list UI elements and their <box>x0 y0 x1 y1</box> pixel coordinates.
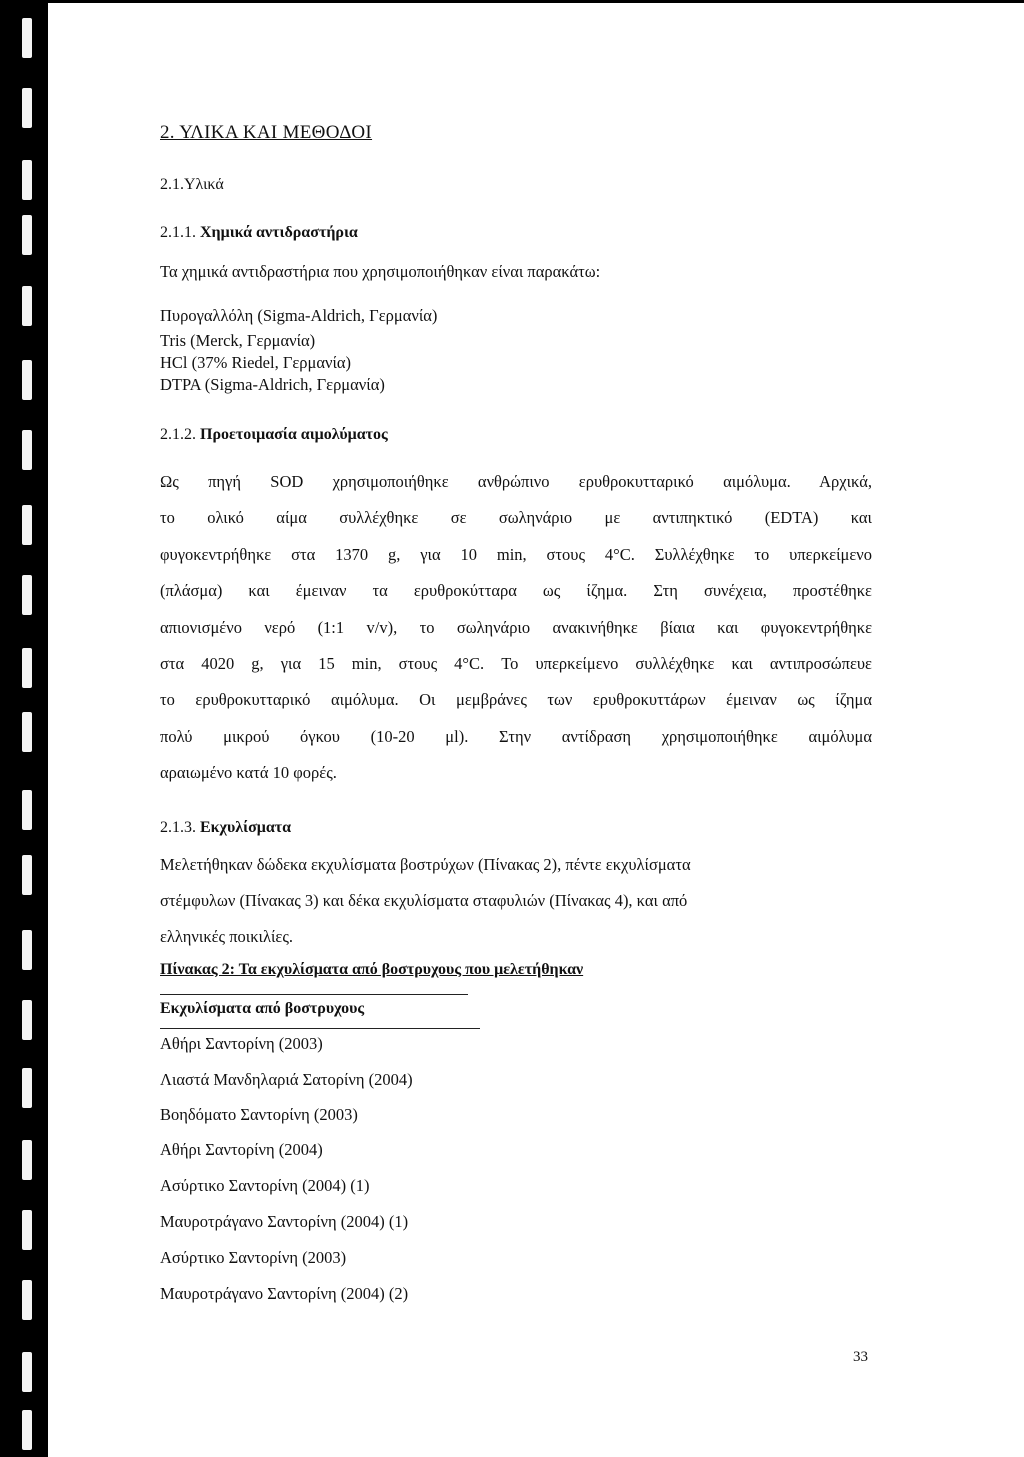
top-border <box>0 0 1024 3</box>
film-hole <box>22 88 32 128</box>
reagents-heading-text: Χημικά αντιδραστήρια <box>200 224 358 241</box>
paragraph-line: στα 4020 g, για 15 min, στους 4°C. Το υπερκείμενο συλλέχθηκε και αντιπροσώπευε <box>160 654 872 673</box>
extracts-number: 2.1.3. <box>160 819 196 836</box>
table-header: Εκχυλίσματα από βοστρυχους <box>160 1000 365 1017</box>
film-hole <box>22 430 32 470</box>
table-row: Μαυροτράγανο Σαντορίνη (2004) (1) <box>160 1212 409 1231</box>
film-hole <box>22 712 32 752</box>
film-hole <box>22 1140 32 1180</box>
table-top-rule <box>160 994 468 995</box>
paragraph-line: το ερυθροκυτταρικό αιμόλυμα. Οι μεμβράνες των ερυθροκυττάρων έμειναν ως ίζημα <box>160 690 872 709</box>
reagent-item: HCl (37% Riedel, Γερμανία) <box>160 353 352 372</box>
film-hole <box>22 360 32 400</box>
hemolysate-heading-text: Προετοιμασία αιμολύματος <box>200 426 388 443</box>
reagent-item: DTPA (Sigma-Aldrich, Γερμανία) <box>160 375 385 394</box>
paragraph-line: το ολικό αίμα συλλέχθηκε σε σωληνάριο με αντιπηκτικό (EDTA) και <box>160 508 872 527</box>
reagents-number: 2.1.1. <box>160 224 196 241</box>
film-hole <box>22 160 32 200</box>
paragraph-line: στέμφυλων (Πίνακας 3) και δέκα εκχυλίσματα σταφυλιών (Πίνακας 4), και από <box>160 891 688 910</box>
film-hole <box>22 1068 32 1108</box>
extracts-heading <box>160 819 291 837</box>
film-hole <box>22 930 32 970</box>
table-caption: Πίνακας 2: Τα εκχυλίσματα από βοστρυχους που μελετήθηκαν <box>160 961 584 978</box>
page-number: 33 <box>853 1349 868 1365</box>
paragraph-line: αραιωμένο κατά 10 φορές. <box>160 763 337 782</box>
table-row: Αθήρι Σαντορίνη (2003) <box>160 1034 323 1053</box>
table-row: Αθήρι Σαντορίνη (2004) <box>160 1140 323 1159</box>
reagents-heading <box>160 224 358 242</box>
table-row: Ασύρτικο Σαντορίνη (2004) (1) <box>160 1176 370 1195</box>
film-hole <box>22 1280 32 1320</box>
table-row: Ασύρτικο Σαντορίνη (2003) <box>160 1248 347 1267</box>
hemolysate-heading <box>160 426 388 444</box>
table-row: Μαυροτράγανο Σαντορίνη (2004) (2) <box>160 1284 409 1303</box>
section-title: 2. ΥΛΙΚΑ ΚΑΙ ΜΕΘΟΔΟΙ <box>160 122 373 143</box>
paragraph-line: πολύ μικρού όγκου (10-20 μl). Στην αντίδραση χρησιμοποιήθηκε αιμόλυμα <box>160 727 872 746</box>
film-hole <box>22 575 32 615</box>
hemolysate-number: 2.1.2. <box>160 426 196 443</box>
paragraph-line: (πλάσμα) και έμειναν τα ερυθροκύτταρα ως ίζημα. Στη συνέχεια, προστέθηκε <box>160 581 872 600</box>
table-header-rule <box>160 1028 480 1029</box>
paragraph-line: φυγοκεντρήθηκε στα 1370 g, για 10 min, στους 4°C. Συλλέχθηκε το υπερκείμενο <box>160 545 872 564</box>
paragraph-line: ελληνικές ποικιλίες. <box>160 927 294 946</box>
film-hole <box>22 215 32 255</box>
film-hole <box>22 286 32 326</box>
film-hole <box>22 855 32 895</box>
extracts-heading-text: Εκχυλίσματα <box>200 819 292 836</box>
film-hole <box>22 1000 32 1040</box>
film-hole <box>22 18 32 58</box>
paragraph-line: Μελετήθηκαν δώδεκα εκχυλίσματα βοστρύχων (Πίνακας 2), πέντε εκχυλίσματα <box>160 855 691 874</box>
subsection-title: 2.1.Υλικά <box>160 176 224 193</box>
film-hole <box>22 648 32 688</box>
table-row: Λιαστά Μανδηλαριά Σατορίνη (2004) <box>160 1070 413 1089</box>
film-strip-margin <box>0 0 48 1457</box>
reagents-intro: Τα χημικά αντιδραστήρια που χρησιμοποιήθηκαν είναι παρακάτω: <box>160 262 601 281</box>
film-hole <box>22 790 32 830</box>
table-row: Βοηδόματο Σαντορίνη (2003) <box>160 1105 358 1124</box>
paragraph-line: απιονισμένο νερό (1:1 v/v), το σωληνάριο ανακινήθηκε βίαια και φυγοκεντρήθηκε <box>160 618 872 637</box>
film-hole <box>22 1210 32 1250</box>
film-hole <box>22 1410 32 1450</box>
reagent-item: Tris (Merck, Γερμανία) <box>160 331 316 350</box>
reagent-item: Πυρογαλλόλη (Sigma-Aldrich, Γερμανία) <box>160 306 438 325</box>
film-hole <box>22 505 32 545</box>
paragraph-line: Ως πηγή SOD χρησιμοποιήθηκε ανθρώπινο ερυθροκυτταρικό αιμόλυμα. Αρχικά, <box>160 472 872 491</box>
film-hole <box>22 1352 32 1392</box>
